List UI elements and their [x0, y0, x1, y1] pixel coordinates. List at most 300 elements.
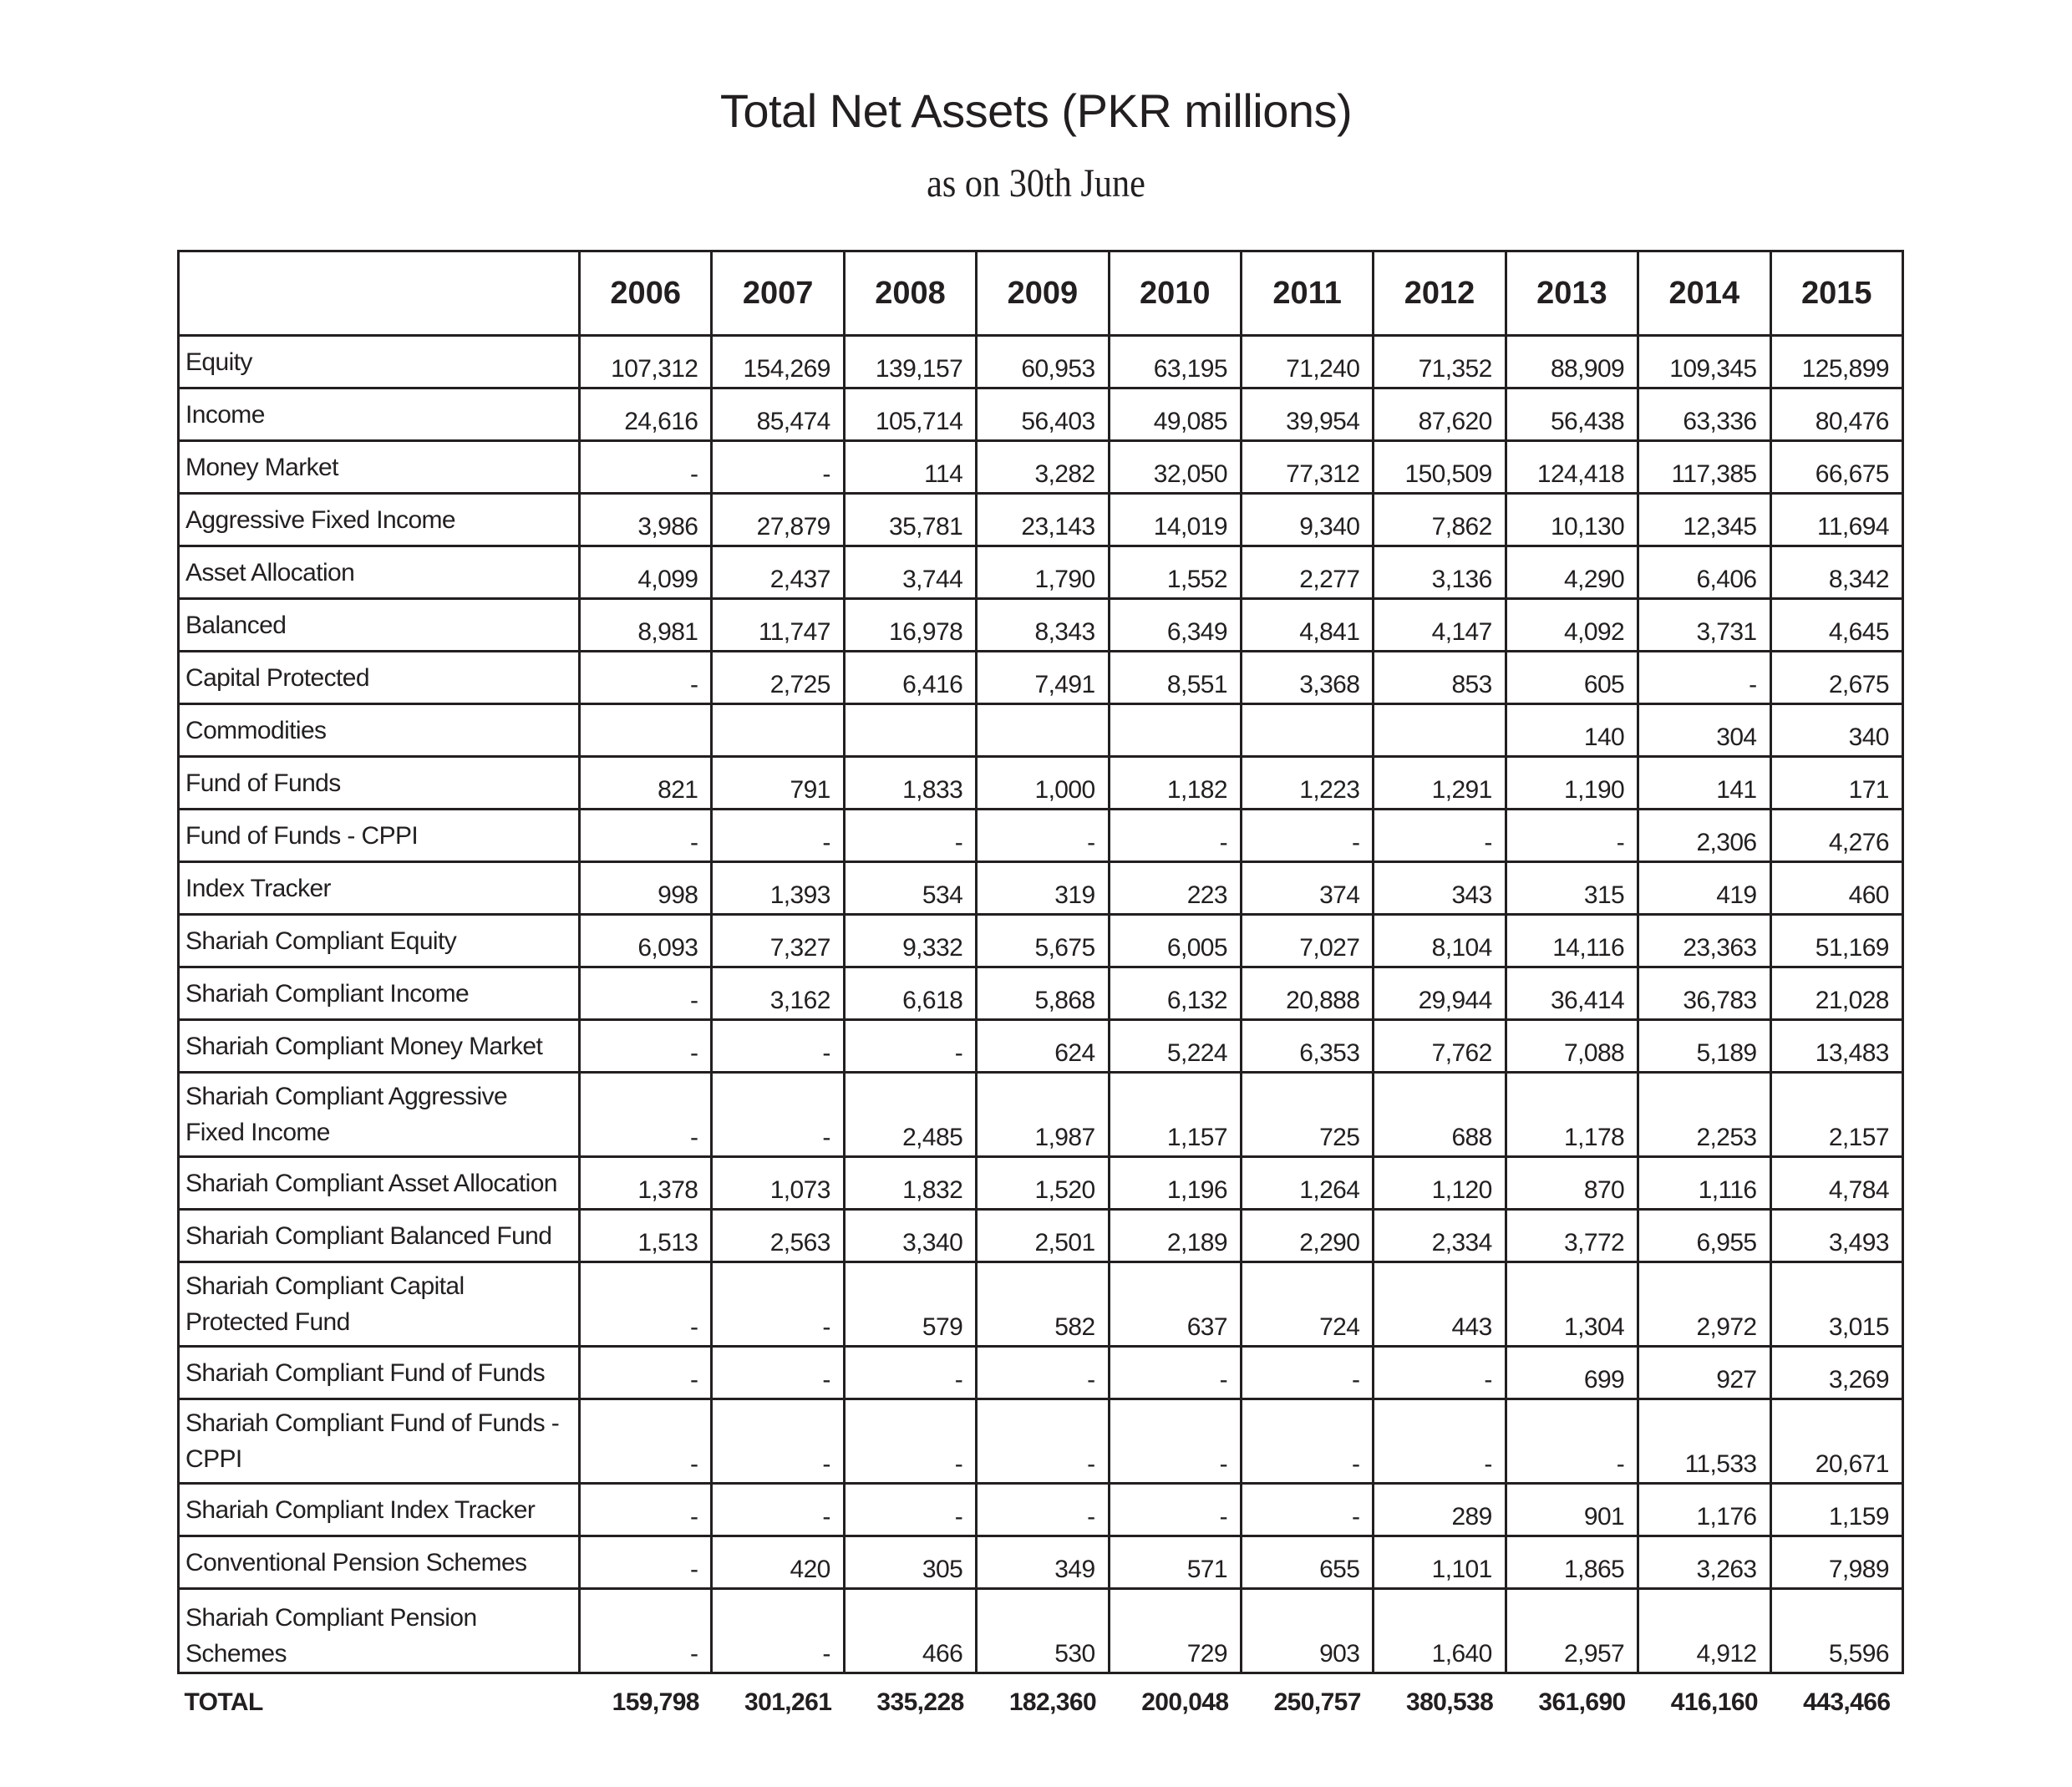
- value-cell: 80,476: [1770, 388, 1902, 441]
- value-cell: 7,762: [1374, 1020, 1506, 1073]
- row-label: Shariah Compliant Fund of Funds: [179, 1347, 580, 1399]
- value-cell: 1,196: [1109, 1157, 1241, 1210]
- table-row: [179, 1157, 1903, 1210]
- value-cell: 107,312: [580, 336, 712, 388]
- value-cell: 791: [712, 757, 844, 810]
- value-cell: 7,027: [1241, 915, 1373, 967]
- row-label: Capital Protected: [179, 652, 580, 704]
- value-cell: 6,005: [1109, 915, 1241, 967]
- value-cell: 7,989: [1770, 1536, 1902, 1589]
- value-cell: 7,088: [1506, 1020, 1638, 1073]
- value-cell: -: [712, 441, 844, 494]
- value-cell: -: [712, 1484, 844, 1536]
- value-cell: 1,291: [1374, 757, 1506, 810]
- year-header: 2007: [712, 251, 844, 336]
- value-cell: 6,349: [1109, 599, 1241, 652]
- row-label: Shariah Compliant Capital Protected Fund: [179, 1262, 580, 1347]
- value-cell: -: [1506, 1399, 1638, 1484]
- table-row: [179, 1484, 1903, 1536]
- value-cell: 2,501: [977, 1210, 1109, 1262]
- value-cell: 420: [712, 1536, 844, 1589]
- table-row: [179, 388, 1903, 441]
- value-cell: [1241, 704, 1373, 757]
- value-cell: 725: [1241, 1073, 1373, 1157]
- value-cell: -: [712, 1073, 844, 1157]
- value-cell: 304: [1638, 704, 1770, 757]
- value-cell: 699: [1506, 1347, 1638, 1399]
- value-cell: 901: [1506, 1484, 1638, 1536]
- value-cell: 7,327: [712, 915, 844, 967]
- year-header: 2008: [844, 251, 976, 336]
- value-cell: 77,312: [1241, 441, 1373, 494]
- value-cell: -: [1374, 1347, 1506, 1399]
- value-cell: -: [1241, 1347, 1373, 1399]
- value-cell: -: [977, 810, 1109, 862]
- value-cell: 729: [1109, 1589, 1241, 1673]
- value-cell: 23,143: [977, 494, 1109, 546]
- value-cell: 87,620: [1374, 388, 1506, 441]
- value-cell: 5,224: [1109, 1020, 1241, 1073]
- value-cell: -: [712, 810, 844, 862]
- value-cell: 903: [1241, 1589, 1373, 1673]
- value-cell: 124,418: [1506, 441, 1638, 494]
- value-cell: 1,073: [712, 1157, 844, 1210]
- value-cell: 2,334: [1374, 1210, 1506, 1262]
- table-row: [179, 967, 1903, 1020]
- value-cell: 63,336: [1638, 388, 1770, 441]
- value-cell: 171: [1770, 757, 1902, 810]
- value-cell: 39,954: [1241, 388, 1373, 441]
- value-cell: 16,978: [844, 599, 976, 652]
- value-cell: 5,189: [1638, 1020, 1770, 1073]
- value-cell: 51,169: [1770, 915, 1902, 967]
- value-cell: 1,304: [1506, 1262, 1638, 1347]
- value-cell: -: [580, 810, 712, 862]
- total-cell: 301,261: [712, 1673, 844, 1730]
- value-cell: 36,414: [1506, 967, 1638, 1020]
- value-cell: 6,353: [1241, 1020, 1373, 1073]
- value-cell: 530: [977, 1589, 1109, 1673]
- value-cell: 3,772: [1506, 1210, 1638, 1262]
- year-header: 2009: [977, 251, 1109, 336]
- value-cell: 9,340: [1241, 494, 1373, 546]
- value-cell: -: [844, 1020, 976, 1073]
- table-row: [179, 1399, 1903, 1484]
- value-cell: 1,223: [1241, 757, 1373, 810]
- value-cell: -: [580, 1262, 712, 1347]
- value-cell: 1,552: [1109, 546, 1241, 599]
- value-cell: 139,157: [844, 336, 976, 388]
- value-cell: 21,028: [1770, 967, 1902, 1020]
- value-cell: 1,640: [1374, 1589, 1506, 1673]
- value-cell: 571: [1109, 1536, 1241, 1589]
- value-cell: 105,714: [844, 388, 976, 441]
- total-cell: 380,538: [1374, 1673, 1506, 1730]
- year-header: 2011: [1241, 251, 1373, 336]
- value-cell: 3,340: [844, 1210, 976, 1262]
- value-cell: 374: [1241, 862, 1373, 915]
- value-cell: 1,393: [712, 862, 844, 915]
- value-cell: 109,345: [1638, 336, 1770, 388]
- table-row: [179, 757, 1903, 810]
- value-cell: 29,944: [1374, 967, 1506, 1020]
- value-cell: 49,085: [1109, 388, 1241, 441]
- value-cell: 24,616: [580, 388, 712, 441]
- value-cell: 150,509: [1374, 441, 1506, 494]
- value-cell: 5,868: [977, 967, 1109, 1020]
- value-cell: 5,675: [977, 915, 1109, 967]
- value-cell: 1,000: [977, 757, 1109, 810]
- value-cell: 5,596: [1770, 1589, 1902, 1673]
- value-cell: 35,781: [844, 494, 976, 546]
- value-cell: [1374, 704, 1506, 757]
- value-cell: 2,725: [712, 652, 844, 704]
- value-cell: 1,513: [580, 1210, 712, 1262]
- value-cell: 2,972: [1638, 1262, 1770, 1347]
- total-row: [179, 1673, 1903, 1730]
- value-cell: 2,675: [1770, 652, 1902, 704]
- value-cell: 6,132: [1109, 967, 1241, 1020]
- value-cell: 1,178: [1506, 1073, 1638, 1157]
- value-cell: 1,378: [580, 1157, 712, 1210]
- value-cell: -: [1241, 1484, 1373, 1536]
- total-cell: 250,757: [1241, 1673, 1373, 1730]
- value-cell: 8,342: [1770, 546, 1902, 599]
- row-label: Equity: [179, 336, 580, 388]
- value-cell: 3,269: [1770, 1347, 1902, 1399]
- value-cell: -: [712, 1589, 844, 1673]
- row-label: Shariah Compliant Equity: [179, 915, 580, 967]
- value-cell: 4,092: [1506, 599, 1638, 652]
- page-subtitle: as on 30th June: [927, 161, 1145, 206]
- value-cell: 88,909: [1506, 336, 1638, 388]
- row-label: Shariah Compliant Index Tracker: [179, 1484, 580, 1536]
- value-cell: 2,306: [1638, 810, 1770, 862]
- value-cell: 2,290: [1241, 1210, 1373, 1262]
- year-header: 2006: [580, 251, 712, 336]
- value-cell: 6,416: [844, 652, 976, 704]
- value-cell: -: [580, 441, 712, 494]
- table-row: [179, 862, 1903, 915]
- value-cell: -: [1506, 810, 1638, 862]
- value-cell: 8,104: [1374, 915, 1506, 967]
- value-cell: 6,955: [1638, 1210, 1770, 1262]
- value-cell: 1,190: [1506, 757, 1638, 810]
- year-header: 2010: [1109, 251, 1241, 336]
- row-label: Shariah Compliant Pension Schemes: [179, 1589, 580, 1673]
- value-cell: 3,493: [1770, 1210, 1902, 1262]
- value-cell: 1,157: [1109, 1073, 1241, 1157]
- value-cell: 1,176: [1638, 1484, 1770, 1536]
- row-label: Shariah Compliant Aggressive Fixed Income: [179, 1073, 580, 1157]
- value-cell: 4,147: [1374, 599, 1506, 652]
- value-cell: 8,981: [580, 599, 712, 652]
- value-cell: -: [1109, 1399, 1241, 1484]
- value-cell: 582: [977, 1262, 1109, 1347]
- value-cell: 2,563: [712, 1210, 844, 1262]
- total-label: TOTAL: [179, 1673, 580, 1730]
- value-cell: 125,899: [1770, 336, 1902, 388]
- value-cell: 3,744: [844, 546, 976, 599]
- total-cell: 182,360: [977, 1673, 1109, 1730]
- value-cell: 6,406: [1638, 546, 1770, 599]
- value-cell: 579: [844, 1262, 976, 1347]
- value-cell: 4,645: [1770, 599, 1902, 652]
- value-cell: 12,345: [1638, 494, 1770, 546]
- table-row: [179, 441, 1903, 494]
- value-cell: -: [977, 1484, 1109, 1536]
- value-cell: 289: [1374, 1484, 1506, 1536]
- value-cell: 1,832: [844, 1157, 976, 1210]
- value-cell: -: [712, 1399, 844, 1484]
- value-cell: -: [712, 1347, 844, 1399]
- value-cell: -: [844, 1399, 976, 1484]
- value-cell: 340: [1770, 704, 1902, 757]
- value-cell: 724: [1241, 1262, 1373, 1347]
- row-label: Fund of Funds - CPPI: [179, 810, 580, 862]
- value-cell: 13,483: [1770, 1020, 1902, 1073]
- value-cell: 8,343: [977, 599, 1109, 652]
- value-cell: -: [580, 1073, 712, 1157]
- total-cell: 443,466: [1770, 1673, 1902, 1730]
- value-cell: 85,474: [712, 388, 844, 441]
- value-cell: 2,485: [844, 1073, 976, 1157]
- table-row: [179, 810, 1903, 862]
- value-cell: 10,130: [1506, 494, 1638, 546]
- value-cell: 460: [1770, 862, 1902, 915]
- value-cell: 6,618: [844, 967, 976, 1020]
- value-cell: -: [580, 1536, 712, 1589]
- year-header: 2012: [1374, 251, 1506, 336]
- value-cell: 3,368: [1241, 652, 1373, 704]
- value-cell: -: [580, 1347, 712, 1399]
- row-label: Balanced: [179, 599, 580, 652]
- value-cell: 63,195: [1109, 336, 1241, 388]
- value-cell: 2,157: [1770, 1073, 1902, 1157]
- value-cell: 688: [1374, 1073, 1506, 1157]
- value-cell: 14,019: [1109, 494, 1241, 546]
- value-cell: 11,747: [712, 599, 844, 652]
- table-row: [179, 494, 1903, 546]
- value-cell: -: [977, 1347, 1109, 1399]
- page-title: Total Net Assets (PKR millions): [719, 84, 1353, 137]
- value-cell: 56,403: [977, 388, 1109, 441]
- value-cell: 1,264: [1241, 1157, 1373, 1210]
- value-cell: 655: [1241, 1536, 1373, 1589]
- value-cell: -: [1241, 810, 1373, 862]
- row-label: Shariah Compliant Asset Allocation: [179, 1157, 580, 1210]
- value-cell: [1109, 704, 1241, 757]
- value-cell: -: [1109, 1484, 1241, 1536]
- value-cell: 4,912: [1638, 1589, 1770, 1673]
- value-cell: 1,833: [844, 757, 976, 810]
- value-cell: 20,888: [1241, 967, 1373, 1020]
- value-cell: 2,437: [712, 546, 844, 599]
- value-cell: -: [712, 1262, 844, 1347]
- value-cell: -: [580, 1484, 712, 1536]
- value-cell: 349: [977, 1536, 1109, 1589]
- table-row: [179, 915, 1903, 967]
- table-row: [179, 1073, 1903, 1157]
- value-cell: -: [1241, 1399, 1373, 1484]
- value-cell: 466: [844, 1589, 976, 1673]
- value-cell: 998: [580, 862, 712, 915]
- value-cell: 3,731: [1638, 599, 1770, 652]
- value-cell: 6,093: [580, 915, 712, 967]
- table-row: [179, 1210, 1903, 1262]
- header-corner-cell: [179, 251, 580, 336]
- table-row: [179, 652, 1903, 704]
- value-cell: 3,263: [1638, 1536, 1770, 1589]
- header-row: [179, 251, 1903, 336]
- value-cell: 534: [844, 862, 976, 915]
- total-cell: 361,690: [1506, 1673, 1638, 1730]
- value-cell: -: [1109, 810, 1241, 862]
- value-cell: -: [580, 1589, 712, 1673]
- value-cell: 7,862: [1374, 494, 1506, 546]
- value-cell: 7,491: [977, 652, 1109, 704]
- row-label: Fund of Funds: [179, 757, 580, 810]
- value-cell: 20,671: [1770, 1399, 1902, 1484]
- table-row: [179, 1020, 1903, 1073]
- table-row: [179, 1262, 1903, 1347]
- row-label: Commodities: [179, 704, 580, 757]
- value-cell: -: [1374, 810, 1506, 862]
- value-cell: 3,986: [580, 494, 712, 546]
- table-row: [179, 1536, 1903, 1589]
- value-cell: 4,290: [1506, 546, 1638, 599]
- value-cell: [844, 704, 976, 757]
- value-cell: 419: [1638, 862, 1770, 915]
- value-cell: 315: [1506, 862, 1638, 915]
- year-header: 2015: [1770, 251, 1902, 336]
- table-row: [179, 336, 1903, 388]
- value-cell: 3,162: [712, 967, 844, 1020]
- row-label: Income: [179, 388, 580, 441]
- value-cell: 2,189: [1109, 1210, 1241, 1262]
- value-cell: 343: [1374, 862, 1506, 915]
- total-cell: 200,048: [1109, 1673, 1241, 1730]
- value-cell: 305: [844, 1536, 976, 1589]
- total-cell: 335,228: [844, 1673, 976, 1730]
- value-cell: 624: [977, 1020, 1109, 1073]
- value-cell: 637: [1109, 1262, 1241, 1347]
- value-cell: -: [844, 810, 976, 862]
- value-cell: 9,332: [844, 915, 976, 967]
- value-cell: 60,953: [977, 336, 1109, 388]
- table-row: [179, 546, 1903, 599]
- value-cell: 117,385: [1638, 441, 1770, 494]
- value-cell: [580, 704, 712, 757]
- value-cell: 71,352: [1374, 336, 1506, 388]
- value-cell: -: [580, 1020, 712, 1073]
- value-cell: 1,159: [1770, 1484, 1902, 1536]
- value-cell: 927: [1638, 1347, 1770, 1399]
- value-cell: 4,784: [1770, 1157, 1902, 1210]
- value-cell: -: [580, 652, 712, 704]
- value-cell: 1,120: [1374, 1157, 1506, 1210]
- row-label: Asset Allocation: [179, 546, 580, 599]
- value-cell: 4,276: [1770, 810, 1902, 862]
- value-cell: 605: [1506, 652, 1638, 704]
- value-cell: 154,269: [712, 336, 844, 388]
- table-row: [179, 1589, 1903, 1673]
- value-cell: 821: [580, 757, 712, 810]
- value-cell: 4,841: [1241, 599, 1373, 652]
- value-cell: 14,116: [1506, 915, 1638, 967]
- row-label: Shariah Compliant Balanced Fund: [179, 1210, 580, 1262]
- value-cell: 36,783: [1638, 967, 1770, 1020]
- value-cell: 319: [977, 862, 1109, 915]
- value-cell: 443: [1374, 1262, 1506, 1347]
- net-assets-table: [177, 250, 1904, 1729]
- value-cell: 1,116: [1638, 1157, 1770, 1210]
- value-cell: -: [712, 1020, 844, 1073]
- year-header: 2014: [1638, 251, 1770, 336]
- value-cell: 3,015: [1770, 1262, 1902, 1347]
- value-cell: -: [844, 1347, 976, 1399]
- value-cell: 2,277: [1241, 546, 1373, 599]
- value-cell: 27,879: [712, 494, 844, 546]
- value-cell: -: [844, 1484, 976, 1536]
- value-cell: -: [580, 967, 712, 1020]
- value-cell: 32,050: [1109, 441, 1241, 494]
- row-label: Money Market: [179, 441, 580, 494]
- value-cell: 853: [1374, 652, 1506, 704]
- value-cell: [977, 704, 1109, 757]
- table-row: [179, 704, 1903, 757]
- value-cell: 3,136: [1374, 546, 1506, 599]
- total-cell: 159,798: [580, 1673, 712, 1730]
- value-cell: 8,551: [1109, 652, 1241, 704]
- value-cell: 4,099: [580, 546, 712, 599]
- value-cell: 2,957: [1506, 1589, 1638, 1673]
- value-cell: 1,790: [977, 546, 1109, 599]
- row-label: Shariah Compliant Money Market: [179, 1020, 580, 1073]
- value-cell: -: [580, 1399, 712, 1484]
- value-cell: 1,987: [977, 1073, 1109, 1157]
- value-cell: 2,253: [1638, 1073, 1770, 1157]
- value-cell: 870: [1506, 1157, 1638, 1210]
- row-label: Conventional Pension Schemes: [179, 1536, 580, 1589]
- table-row: [179, 1347, 1903, 1399]
- value-cell: 11,694: [1770, 494, 1902, 546]
- value-cell: [712, 704, 844, 757]
- value-cell: 66,675: [1770, 441, 1902, 494]
- value-cell: 11,533: [1638, 1399, 1770, 1484]
- row-label: Shariah Compliant Fund of Funds - CPPI: [179, 1399, 580, 1484]
- total-cell: 416,160: [1638, 1673, 1770, 1730]
- value-cell: 1,182: [1109, 757, 1241, 810]
- row-label: Aggressive Fixed Income: [179, 494, 580, 546]
- value-cell: 1,865: [1506, 1536, 1638, 1589]
- value-cell: 141: [1638, 757, 1770, 810]
- value-cell: -: [1374, 1399, 1506, 1484]
- value-cell: 140: [1506, 704, 1638, 757]
- value-cell: 114: [844, 441, 976, 494]
- value-cell: 1,520: [977, 1157, 1109, 1210]
- value-cell: -: [1638, 652, 1770, 704]
- value-cell: 3,282: [977, 441, 1109, 494]
- value-cell: 23,363: [1638, 915, 1770, 967]
- value-cell: 71,240: [1241, 336, 1373, 388]
- value-cell: 56,438: [1506, 388, 1638, 441]
- row-label: Index Tracker: [179, 862, 580, 915]
- value-cell: -: [1109, 1347, 1241, 1399]
- value-cell: -: [977, 1399, 1109, 1484]
- year-header: 2013: [1506, 251, 1638, 336]
- value-cell: 1,101: [1374, 1536, 1506, 1589]
